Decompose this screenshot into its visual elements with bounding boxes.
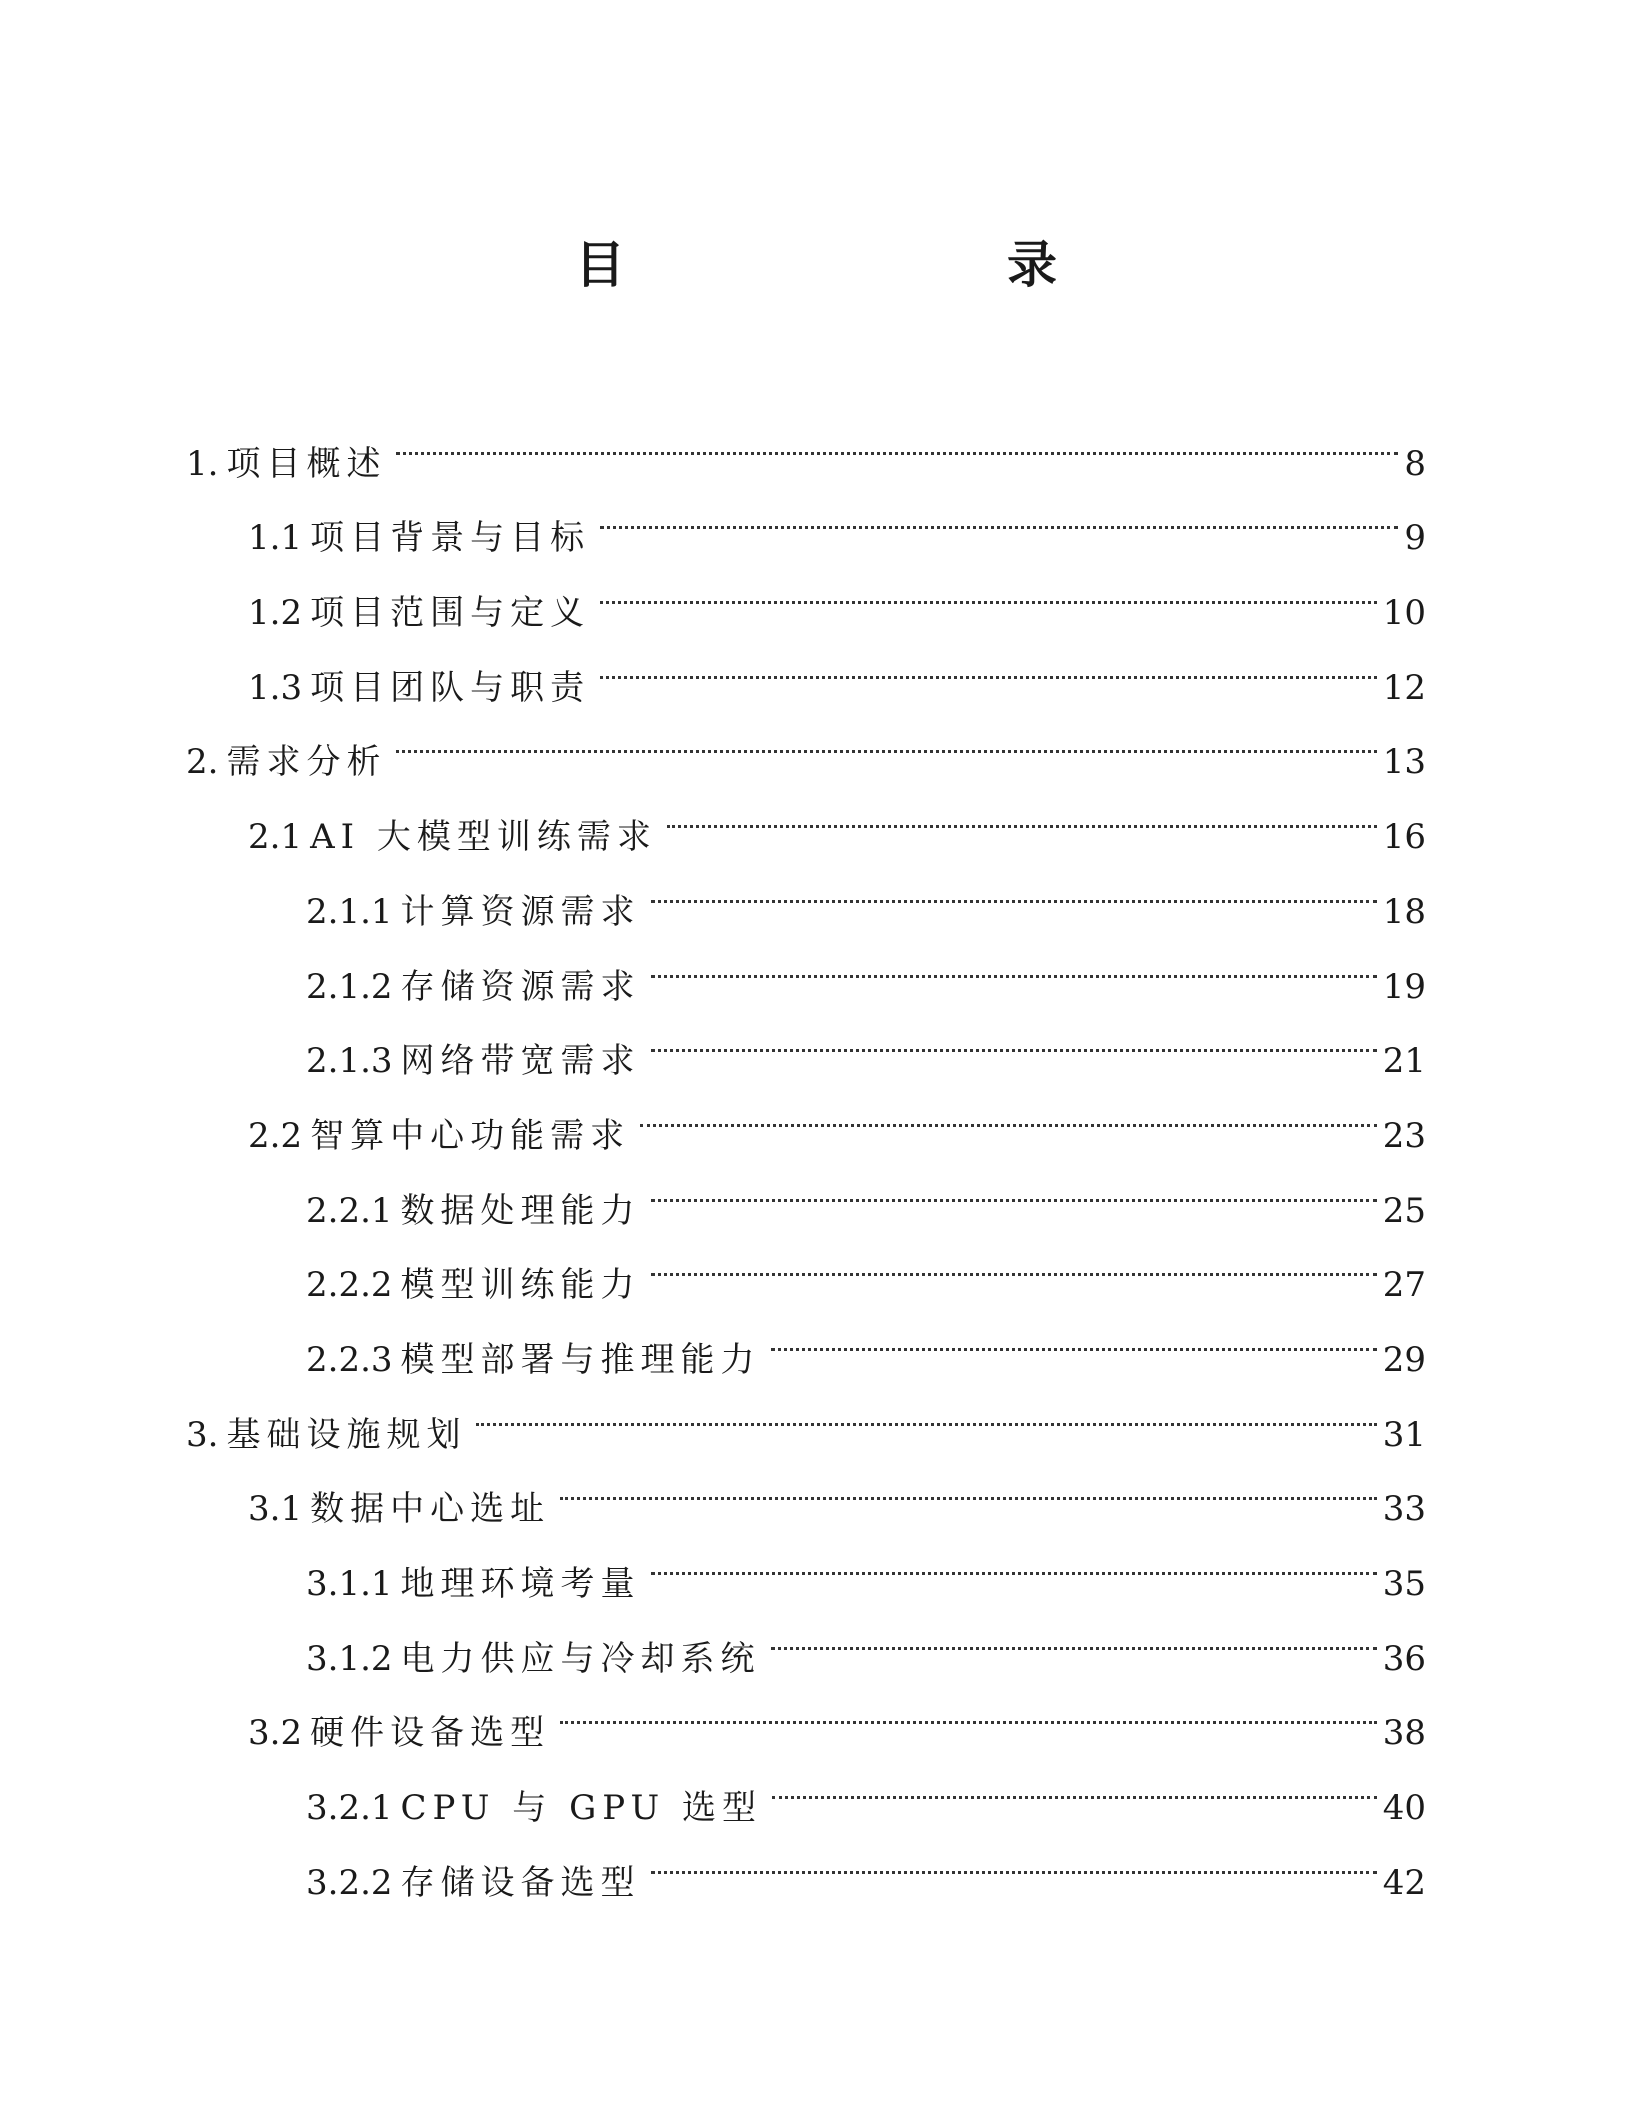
toc-entry-page: 21: [1382, 1041, 1426, 1082]
toc-dot-leader: [651, 1520, 1377, 1595]
toc-entry-text: 网络带宽需求: [400, 1041, 641, 1082]
toc-entry-text: 智算中心功能需求: [310, 1115, 631, 1156]
toc-entry-number: 2.1.1: [306, 891, 393, 932]
toc-entry-number: 2.2.2: [306, 1265, 393, 1306]
toc-entry-number: 3.1: [248, 1489, 303, 1530]
toc-entry-page: 12: [1382, 667, 1426, 708]
toc-entry-page: 13: [1382, 742, 1426, 783]
toc-entry-text: 模型训练能力: [400, 1265, 641, 1306]
toc-entry-page: 19: [1382, 966, 1426, 1007]
toc-entry-text: 存储设备选型: [400, 1862, 641, 1903]
toc-entry-number: 2.: [186, 742, 219, 783]
toc-dot-leader: [771, 1296, 1377, 1371]
toc-entry-text: 存储资源需求: [400, 966, 641, 1007]
toc-entry-page: 9: [1404, 518, 1426, 559]
toc-entry-page: 36: [1382, 1638, 1426, 1679]
toc-entry-text: 电力供应与冷却系统: [400, 1638, 761, 1679]
toc-dot-leader: [560, 1446, 1377, 1521]
toc-entry-number: 3.1.1: [306, 1564, 393, 1604]
toc-dot-leader: [667, 773, 1377, 848]
toc-dot-leader: [771, 1595, 1377, 1670]
toc-entry-page: 42: [1382, 1862, 1426, 1903]
toc-entry-number: 2.1.3: [306, 1041, 393, 1082]
toc-entry-number: 1.3: [248, 667, 303, 708]
toc-entry-number: 1.2: [248, 593, 303, 634]
toc-entry-page: 29: [1382, 1339, 1426, 1380]
toc-entry-page: 35: [1382, 1564, 1426, 1604]
toc-entry-page: 16: [1382, 817, 1426, 858]
toc-entry-page: 27: [1382, 1265, 1426, 1306]
toc-dot-leader: [396, 699, 1376, 774]
toc-entry-page: 31: [1382, 1414, 1426, 1455]
toc-entry-page: 18: [1382, 891, 1426, 932]
toc-entry-page: 23: [1382, 1115, 1426, 1156]
toc-dot-leader: [772, 1744, 1377, 1819]
toc-entry-text: CPU 与 GPU 选型: [400, 1788, 762, 1829]
toc-entry-text: 项目团队与职责: [310, 667, 591, 708]
toc-entry-number: 2.1.2: [306, 966, 393, 1007]
toc-dot-leader: [651, 1147, 1377, 1222]
toc-entry-page: 10: [1382, 593, 1426, 634]
toc-entry-text: 数据处理能力: [400, 1190, 641, 1231]
toc-entry-page: 25: [1382, 1190, 1426, 1231]
toc-entry-text: 数据中心选址: [310, 1489, 551, 1530]
toc-entry-number: 1.: [186, 443, 219, 484]
toc-entry-page: 8: [1404, 443, 1426, 484]
toc-dot-leader: [651, 923, 1377, 998]
toc-entry-text: 项目背景与目标: [310, 518, 591, 559]
toc-dot-leader: [651, 998, 1377, 1073]
toc-entry-number: 1.1: [248, 518, 303, 559]
toc-entry-text: 项目概述: [226, 443, 387, 484]
toc-dot-leader: [651, 1819, 1377, 1894]
toc-entry-number: 3.2: [248, 1713, 303, 1754]
toc-title: 目 录: [575, 236, 1151, 294]
toc-entry-number: 3.1.2: [306, 1638, 393, 1679]
toc-entry-text: 项目范围与定义: [310, 593, 591, 634]
toc-entry-page: 33: [1382, 1489, 1426, 1530]
toc-dot-leader: [560, 1670, 1377, 1745]
toc-entry-text: 计算资源需求: [400, 891, 641, 932]
toc-list: [186, 400, 1426, 1903]
toc-entry[interactable]: [186, 400, 1426, 484]
toc-entry-text: AI 大模型训练需求: [310, 817, 657, 858]
toc-dot-leader: [476, 1371, 1376, 1446]
toc-entry-number: 2.2.1: [306, 1190, 393, 1231]
toc-entry-number: 3.2.2: [306, 1862, 393, 1903]
toc-entry-number: 2.1: [248, 817, 303, 858]
toc-entry-text: 模型部署与推理能力: [400, 1339, 761, 1380]
toc-dot-leader: [396, 400, 1398, 475]
toc-entry-text: 需求分析: [226, 742, 387, 783]
toc-entry-number: 2.2: [248, 1115, 303, 1156]
toc-entry-number: 3.2.1: [306, 1788, 393, 1829]
toc-dot-leader: [600, 475, 1398, 550]
toc-dot-leader: [600, 549, 1377, 624]
toc-entry-text: 地理环境考量: [400, 1564, 641, 1604]
toc-dot-leader: [640, 1072, 1377, 1147]
toc-entry-page: 40: [1382, 1788, 1426, 1829]
toc-dot-leader: [600, 624, 1377, 699]
toc-entry-number: 2.2.3: [306, 1339, 393, 1380]
toc-dot-leader: [651, 848, 1377, 923]
toc-entry-text: 基础设施规划: [226, 1414, 467, 1455]
toc-entry-text: 硬件设备选型: [310, 1713, 551, 1754]
toc-dot-leader: [651, 1222, 1377, 1297]
toc-entry-number: 3.: [186, 1414, 219, 1455]
toc-entry-page: 38: [1382, 1713, 1426, 1754]
